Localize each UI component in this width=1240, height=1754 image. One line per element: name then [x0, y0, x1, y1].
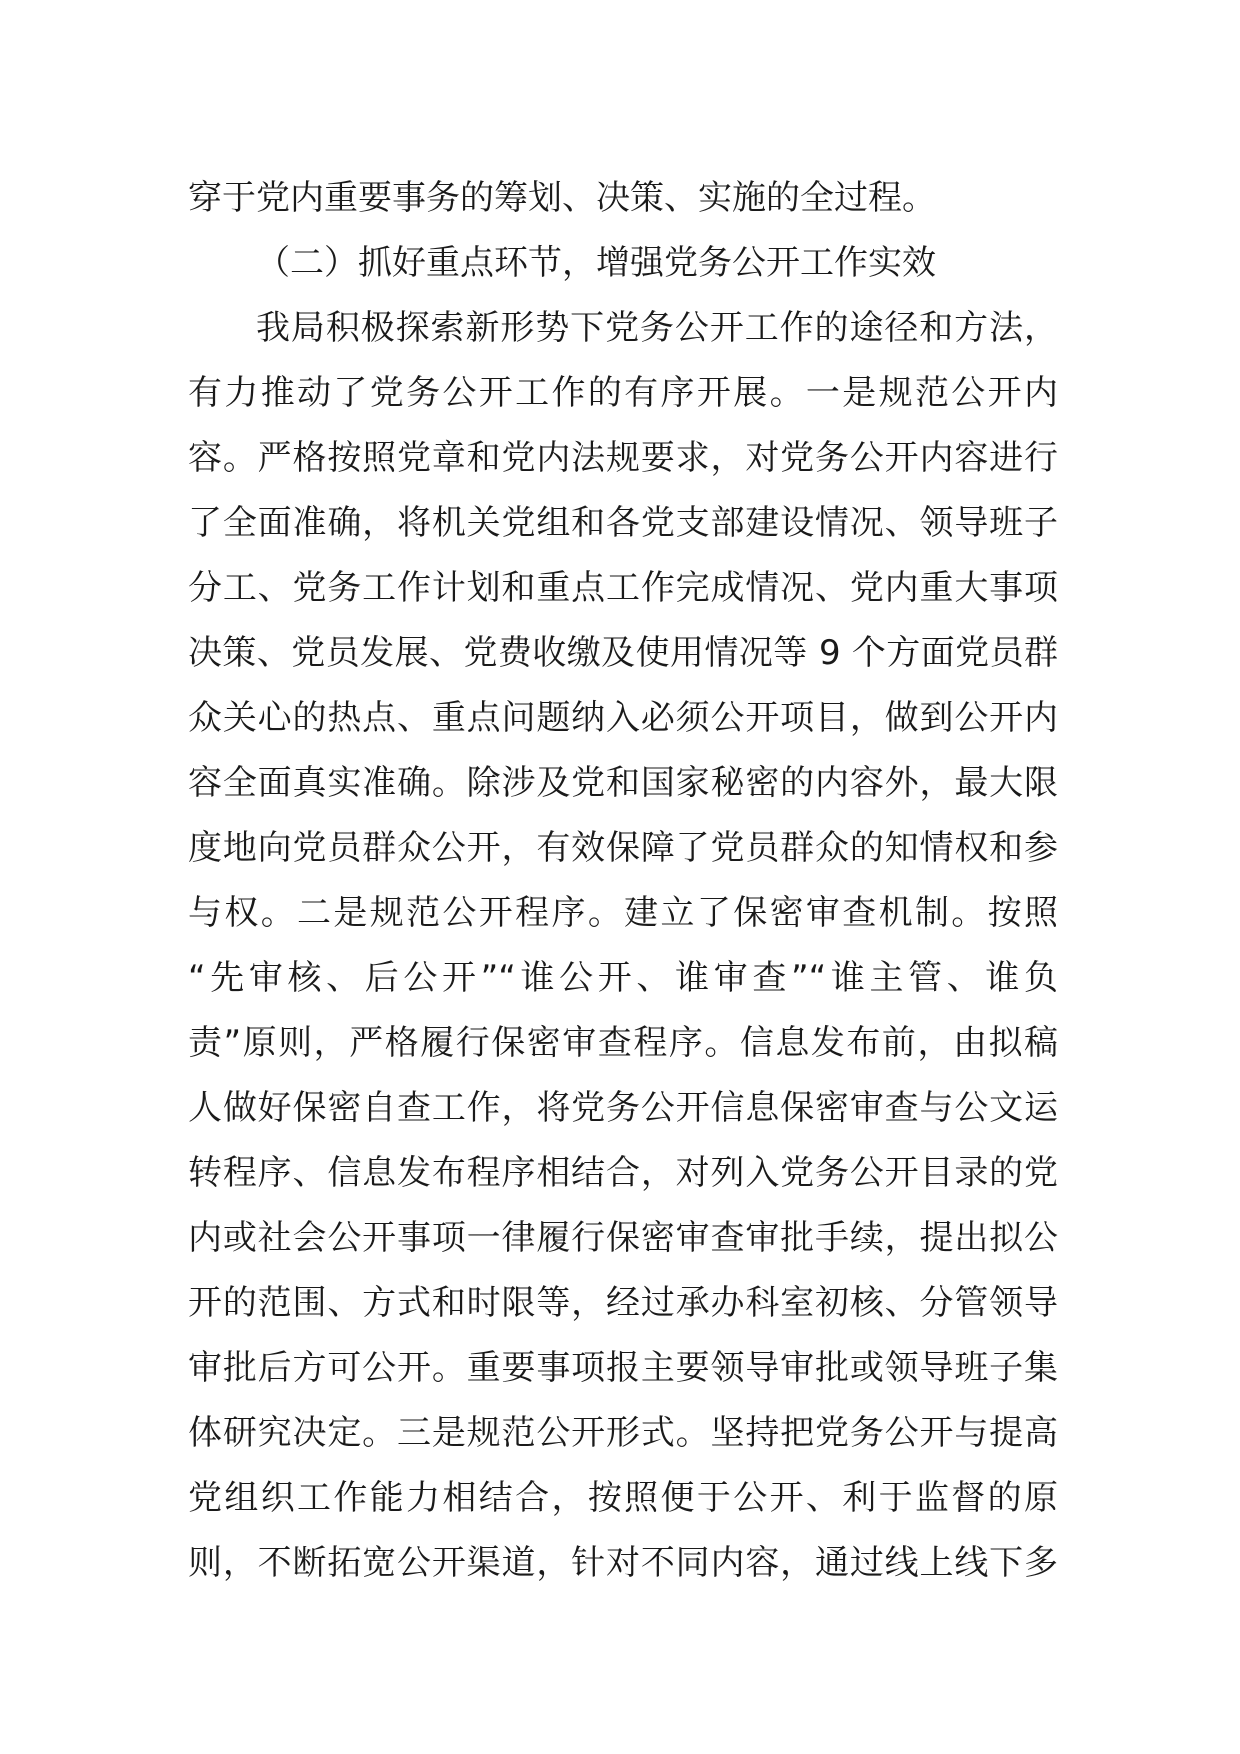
text-line: 与权。二是规范公开程序。建立了保密审查机制。按照: [188, 893, 1058, 933]
text-line: 党组织工作能力相结合，按照便于公开、利于监督的原: [188, 1478, 1058, 1518]
text-line: 分工、党务工作计划和重点工作完成情况、党内重大事项: [188, 568, 1058, 608]
text-line: 众关心的热点、重点问题纳入必须公开项目，做到公开内: [188, 698, 1058, 738]
text-line: 容。严格按照党章和党内法规要求，对党务公开内容进行: [188, 438, 1058, 478]
text-line: 度地向党员群众公开，有效保障了党员群众的知情权和参: [188, 828, 1058, 868]
text-line: 了全面准确，将机关党组和各党支部建设情况、领导班子: [188, 503, 1058, 543]
text-line: （二）抓好重点环节，增强党务公开工作实效: [256, 243, 936, 283]
text-line: 人做好保密自查工作，将党务公开信息保密审查与公文运: [188, 1088, 1058, 1128]
text-line: 容全面真实准确。除涉及党和国家秘密的内容外，最大限: [188, 763, 1058, 803]
text-line: 穿于党内重要事务的筹划、决策、实施的全过程。: [188, 178, 936, 218]
text-line: 转程序、信息发布程序相结合，对列入党务公开目录的党: [188, 1153, 1058, 1193]
text-line: 开的范围、方式和时限等，经过承办科室初核、分管领导: [188, 1283, 1058, 1323]
text-line: 体研究决定。三是规范公开形式。坚持把党务公开与提高: [188, 1413, 1058, 1453]
text-line: “先审核、后公开”“谁公开、谁审查”“谁主管、谁负: [188, 958, 1058, 998]
text-line: 责”原则，严格履行保密审查程序。信息发布前，由拟稿: [188, 1023, 1058, 1063]
text-line: 决策、党员发展、党费收缴及使用情况等 9 个方面党员群: [188, 633, 1058, 673]
text-line: 我局积极探索新形势下党务公开工作的途径和方法，: [256, 308, 1058, 348]
text-line: 内或社会公开事项一律履行保密审查审批手续，提出拟公: [188, 1218, 1058, 1258]
text-line: 审批后方可公开。重要事项报主要领导审批或领导班子集: [188, 1348, 1058, 1388]
text-line: 则，不断拓宽公开渠道，针对不同内容，通过线上线下多: [188, 1543, 1058, 1583]
document-body: [188, 166, 1058, 1596]
text-line: 有力推动了党务公开工作的有序开展。一是规范公开内: [188, 373, 1058, 413]
